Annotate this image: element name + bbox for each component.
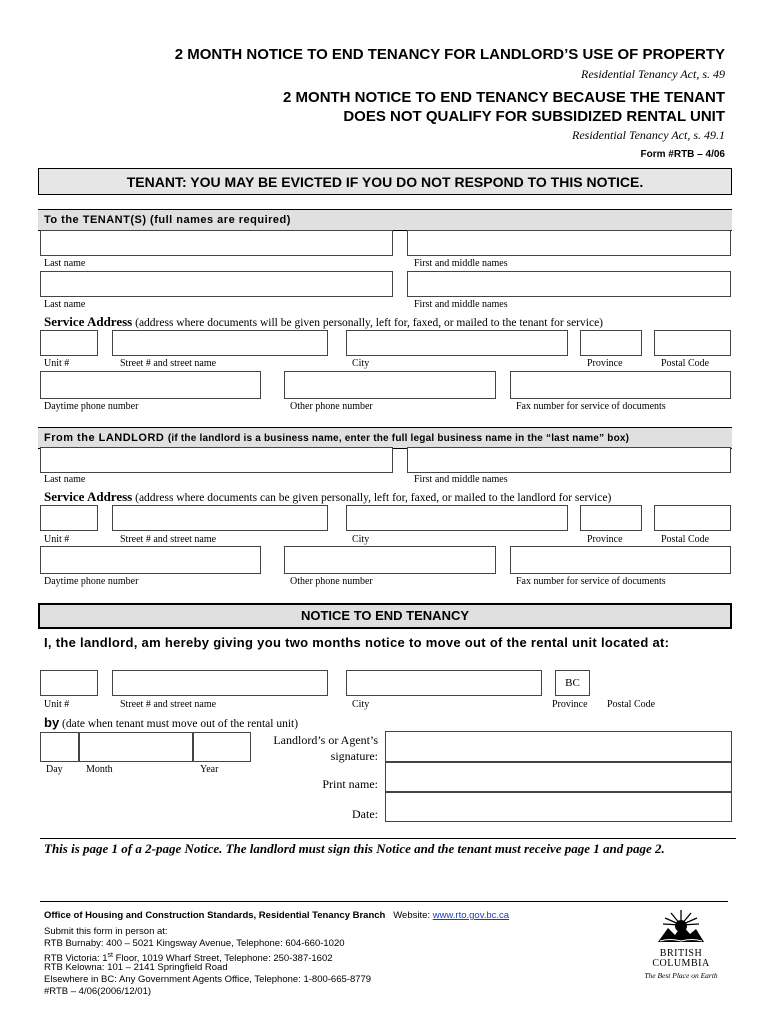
tenant2-last-name-field[interactable] [40,271,393,297]
other-phone-label: Other phone number [290,401,373,412]
rental-street-field[interactable] [112,670,328,696]
postal-code-label: Postal Code [661,534,710,545]
landlord-last-name-field[interactable] [40,447,393,473]
form-title-landlord-use: 2 MONTH NOTICE TO END TENANCY FOR LANDLORD’S USE OF PROPERTY [174,46,725,63]
landlord-unit-field[interactable] [40,505,98,531]
first-middle-label: First and middle names [414,474,508,485]
landlord-other-phone-field[interactable] [284,546,496,574]
street-label: Street # and street name [120,699,217,710]
rental-province-field[interactable]: BC [555,670,590,696]
footer-submit: Submit this form in person at: [44,926,168,937]
footer-form-ref: #RTB – 4/06(2006/12/01) [44,986,152,997]
day-label: Day [46,764,63,775]
city-label: City [352,534,370,545]
print-name-label: Print name: [322,777,378,791]
other-phone-label: Other phone number [290,576,373,587]
move-out-date-title: by (date when tenant must move out of the rental unit) [44,715,299,730]
landlord-city-field[interactable] [346,505,568,531]
fax-label: Fax number for service of documents [516,576,666,587]
city-label: City [352,699,370,710]
landlord-street-field[interactable] [112,505,328,531]
footer-office-line: Office of Housing and Construction Standards, Residential Tenancy Branch Website: www.rto.gov.bc.ca [44,910,510,921]
province-label: Province [587,534,623,545]
last-name-label: Last name [44,258,86,269]
postal-code-label: Postal Code [607,699,656,710]
tenant-unit-field[interactable] [40,330,98,356]
act-citation-s49: Residential Tenancy Act, s. 49 [581,67,725,81]
move-out-month-field[interactable] [79,732,193,762]
last-name-label: Last name [44,299,86,310]
move-out-year-field[interactable] [193,732,251,762]
unit-label: Unit # [44,358,70,369]
landlord-fax-field[interactable] [510,546,731,574]
landlord-province-field[interactable] [580,505,642,531]
street-label: Street # and street name [120,534,217,545]
bc-government-logo [636,908,726,982]
tenant-street-field[interactable] [112,330,328,356]
tenant-daytime-phone-field[interactable] [40,371,261,399]
unit-label: Unit # [44,534,70,545]
form-title-subsidized-line2: DOES NOT QUALIFY FOR SUBSIDIZED RENTAL UNIT [343,108,725,125]
unit-label: Unit # [44,699,70,710]
tenant-postal-field[interactable] [654,330,731,356]
tenant-province-field[interactable] [580,330,642,356]
footer-burnaby: RTB Burnaby: 400 – 5021 Kingsway Avenue, Telephone: 604-660-1020 [44,938,345,949]
signature-label: Landlord’s or Agent’s signature: [273,733,378,763]
print-name-field[interactable] [385,762,732,792]
footer-divider [40,901,728,902]
landlord-service-address-title: Service Address (address where documents can be given personally, left for, faxed, or mailed to the landlord for service) [44,489,612,504]
month-label: Month [86,764,113,775]
act-citation-s49-1: Residential Tenancy Act, s. 49.1 [572,128,725,142]
landlord-daytime-phone-field[interactable] [40,546,261,574]
tenant-fax-field[interactable] [510,371,731,399]
rental-city-field[interactable] [346,670,542,696]
sun-mountains-icon [636,908,726,944]
footer-elsewhere: Elsewhere in BC: Any Government Agents Office, Telephone: 1-800-665-8779 [44,974,372,985]
tenant2-first-middle-field[interactable] [407,271,731,297]
tenant-section-heading: To the TENANT(S) (full names are required) [38,209,732,231]
street-label: Street # and street name [120,358,217,369]
form-title-subsidized-line1: 2 MONTH NOTICE TO END TENANCY BECAUSE THE TENANT [283,89,725,106]
notice-section-heading: NOTICE TO END TENANCY [38,603,732,629]
province-label: Province [587,358,623,369]
tenant-service-address-title: Service Address (address where documents will be given personally, left for, faxed, or mailed to the tenant for service) [44,314,603,329]
notice-statement: I, the landlord, am hereby giving you two months notice to move out of the rental unit located at: [44,635,670,650]
province-label: Province [552,699,588,710]
tenant1-last-name-field[interactable] [40,230,393,256]
date-signed-label: Date: [352,807,378,821]
logo-wordmark: BRITISH COLUMBIA [652,948,710,969]
landlord-first-middle-field[interactable] [407,447,731,473]
page-note-divider [40,838,736,839]
form-number: Form #RTB – 4/06 [640,149,725,160]
tenant1-first-middle-field[interactable] [407,230,731,256]
fax-label: Fax number for service of documents [516,401,666,412]
daytime-phone-label: Daytime phone number [44,401,139,412]
page-note: This is page 1 of a 2-page Notice. The landlord must sign this Notice and the tenant must receive page 1 and page 2. [44,841,665,856]
city-label: City [352,358,370,369]
landlord-section-heading: From the LANDLORD (if the landlord is a business name, enter the full legal business name in the “last name” box) [38,427,732,449]
logo-tagline: The Best Place on Earth [644,971,718,980]
eviction-warning-banner: TENANT: YOU MAY BE EVICTED IF YOU DO NOT RESPOND TO THIS NOTICE. [38,168,732,195]
website-link[interactable]: www.rto.gov.bc.ca [432,910,510,921]
move-out-day-field[interactable] [40,732,79,762]
last-name-label: Last name [44,474,86,485]
postal-code-label: Postal Code [661,358,710,369]
rental-unit-field[interactable] [40,670,98,696]
footer-kelowna: RTB Kelowna: 101 – 2141 Springfield Road [44,962,228,973]
daytime-phone-label: Daytime phone number [44,576,139,587]
tenant-other-phone-field[interactable] [284,371,496,399]
first-middle-label: First and middle names [414,299,508,310]
tenant-city-field[interactable] [346,330,568,356]
landlord-postal-field[interactable] [654,505,731,531]
year-label: Year [200,764,219,775]
footer-victoria: RTB Victoria: 1st Floor, 1019 Wharf Street, Telephone: 250-387-1602 [44,952,333,965]
first-middle-label: First and middle names [414,258,508,269]
signature-field[interactable] [385,731,732,762]
date-signed-field[interactable] [385,792,732,822]
